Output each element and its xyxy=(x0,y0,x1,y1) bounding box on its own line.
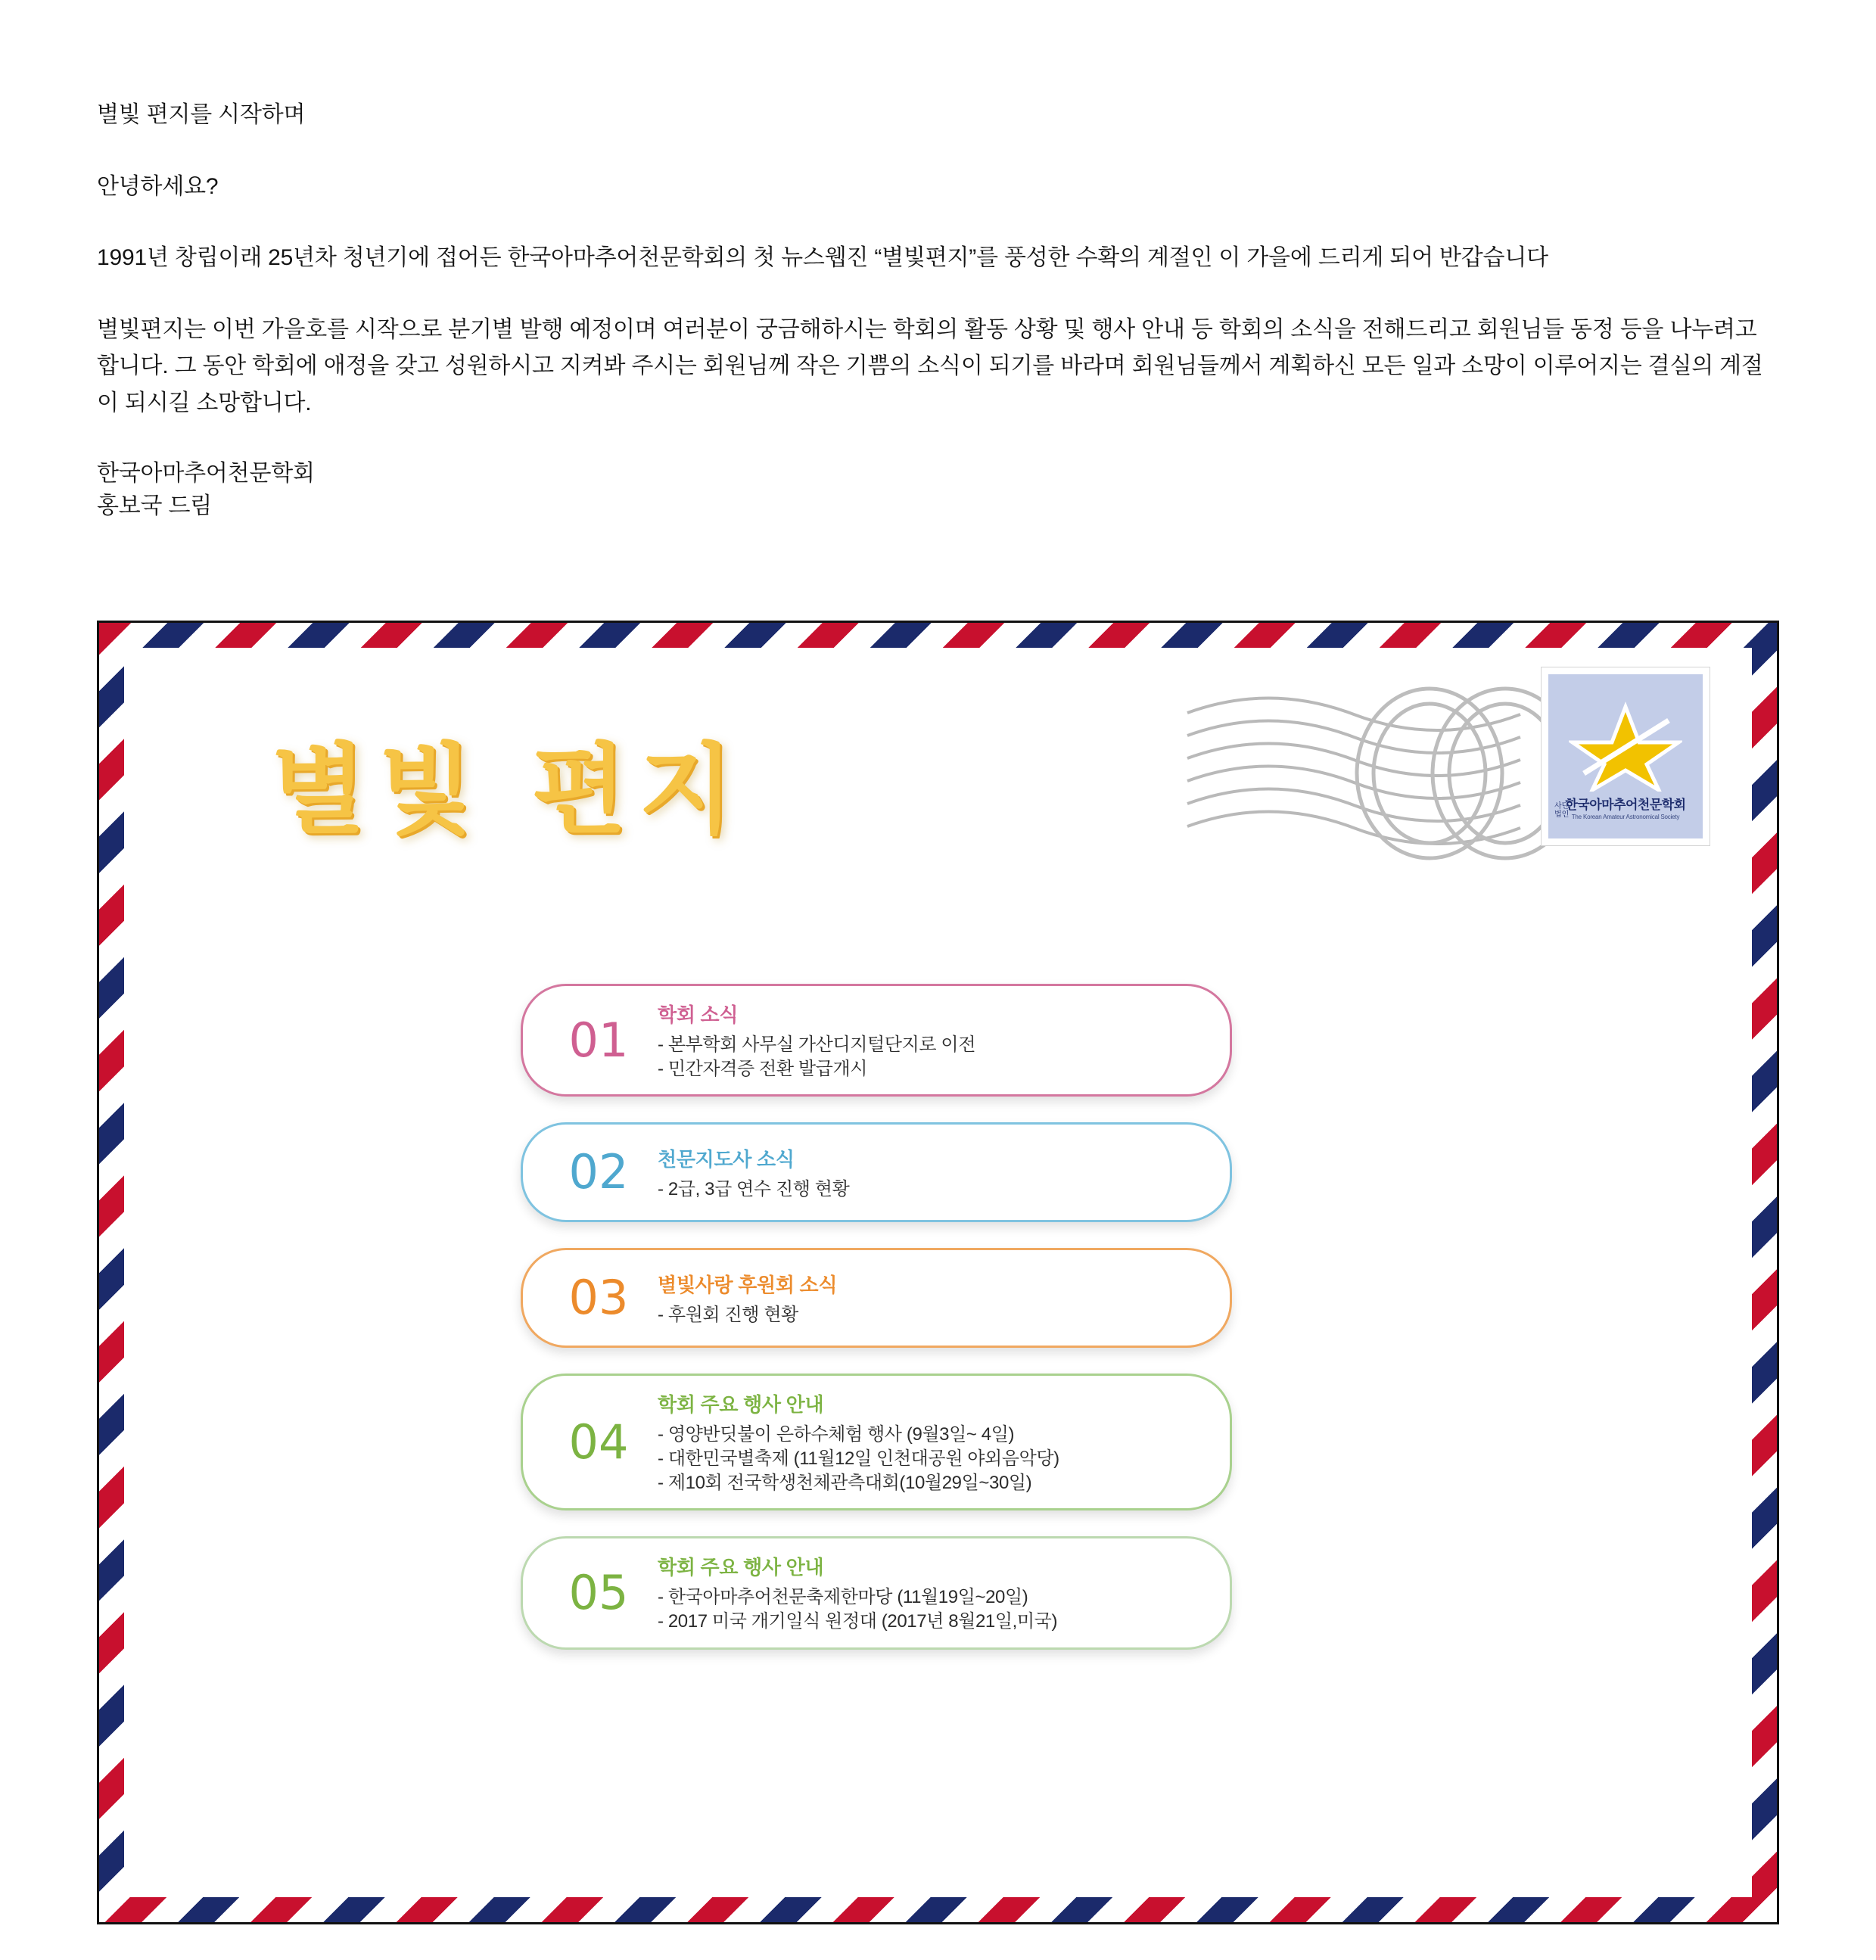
intro-heading: 별빛 편지를 시작하며 xyxy=(97,102,306,127)
toc-item-body xyxy=(655,1389,1204,1495)
toc-item-title: 학회 주요 행사 안내 xyxy=(658,1556,824,1579)
intro-greeting: 안녕하세요? xyxy=(97,173,219,199)
toc-item-number: 02 xyxy=(568,1144,629,1200)
toc-item-line: - 본부학회 사무실 가산디지털단지로 이전 xyxy=(658,1034,975,1055)
toc-item-line: - 2급, 3급 연수 진행 현황 xyxy=(658,1178,850,1199)
postage-stamp xyxy=(1542,667,1710,845)
toc-item-title: 학회 주요 행사 안내 xyxy=(658,1393,824,1417)
toc-item-body xyxy=(655,1270,1204,1327)
toc-item-title: 학회 소식 xyxy=(658,1003,739,1026)
stamp-org-name-kr: 한국아마추어천문학회 xyxy=(1565,798,1686,812)
toc-item-line: - 제10회 전국학생천체관측대회(10월29일~30일) xyxy=(658,1472,1032,1493)
stamp-corporation-tag: 사단 법인 xyxy=(1554,802,1570,819)
envelope-graphic xyxy=(97,621,1779,1924)
toc-item-number: 05 xyxy=(568,1565,629,1621)
toc-item-line: - 한국아마추어천문축제한마당 (11월19일~20일) xyxy=(658,1587,1028,1608)
toc-item-line: - 민간자격증 전환 발급개시 xyxy=(658,1058,868,1079)
signature-department: 홍보국 드림 xyxy=(97,493,213,519)
toc-item-number: 04 xyxy=(568,1414,629,1470)
postmark-group xyxy=(1180,667,1710,887)
intro-letter xyxy=(97,97,1773,523)
toc-item-04[interactable] xyxy=(521,1374,1232,1510)
toc-item-line: - 대한민국별축제 (11월12일 인천대공원 야외음악당) xyxy=(658,1448,1059,1470)
toc-item-line: - 영양반딧불이 은하수체험 행사 (9월3일~ 4일) xyxy=(658,1424,1015,1445)
newsletter-masthead-title: 별빛 편지 xyxy=(271,733,746,848)
toc-item-title: 천문지도사 소식 xyxy=(658,1147,795,1171)
toc-item-05[interactable] xyxy=(521,1536,1232,1649)
stamp-org-name-en: The Korean Amateur Astronomical Society xyxy=(1571,814,1680,820)
star-logo-icon xyxy=(1569,701,1682,792)
toc-item-number: 01 xyxy=(568,1012,629,1068)
toc-item-03[interactable] xyxy=(521,1248,1232,1348)
stamp-caption xyxy=(1556,794,1695,820)
toc-item-title: 별빛사랑 후원회 소식 xyxy=(658,1273,838,1296)
toc-item-02[interactable] xyxy=(521,1122,1232,1222)
table-of-contents xyxy=(521,984,1232,1675)
toc-item-line: - 후원회 진행 현황 xyxy=(658,1304,798,1325)
toc-item-body xyxy=(655,1144,1204,1202)
toc-item-01[interactable] xyxy=(521,984,1232,1097)
toc-item-body xyxy=(655,1552,1204,1633)
toc-item-number: 03 xyxy=(568,1270,629,1326)
toc-item-body xyxy=(655,1000,1204,1081)
intro-paragraph-1: 1991년 창립이래 25년차 청년기에 접어든 한국아마추어천문학회의 첫 뉴스웹진 “별빛편지”를 풍성한 수확의 계절인 이 가을에 드리게 되어 반갑습니다 xyxy=(97,245,1548,271)
signature-organization: 한국아마추어천문학회 xyxy=(97,460,315,486)
intro-paragraph-2: 별빛편지는 이번 가을호를 시작으로 분기별 발행 예정이며 여러분이 궁금해하시는 학회의 활동 상황 및 행사 안내 등 학회의 소식을 전해드리고 회원님들 동정 등을 나누려고 합니다. 그 동안 학회에 애정을 갖고 성원하시고 지켜봐 주시는 회원님께 작은 기쁨의 소식이 되기를 바라며 회원님들께서 계획하신 모든 일과 소망이 이루어지는 결실의 계절이 되시길 소망합니다. xyxy=(97,316,1763,415)
toc-item-line: - 2017 미국 개기일식 원정대 (2017년 8월21일,미국) xyxy=(658,1611,1058,1632)
